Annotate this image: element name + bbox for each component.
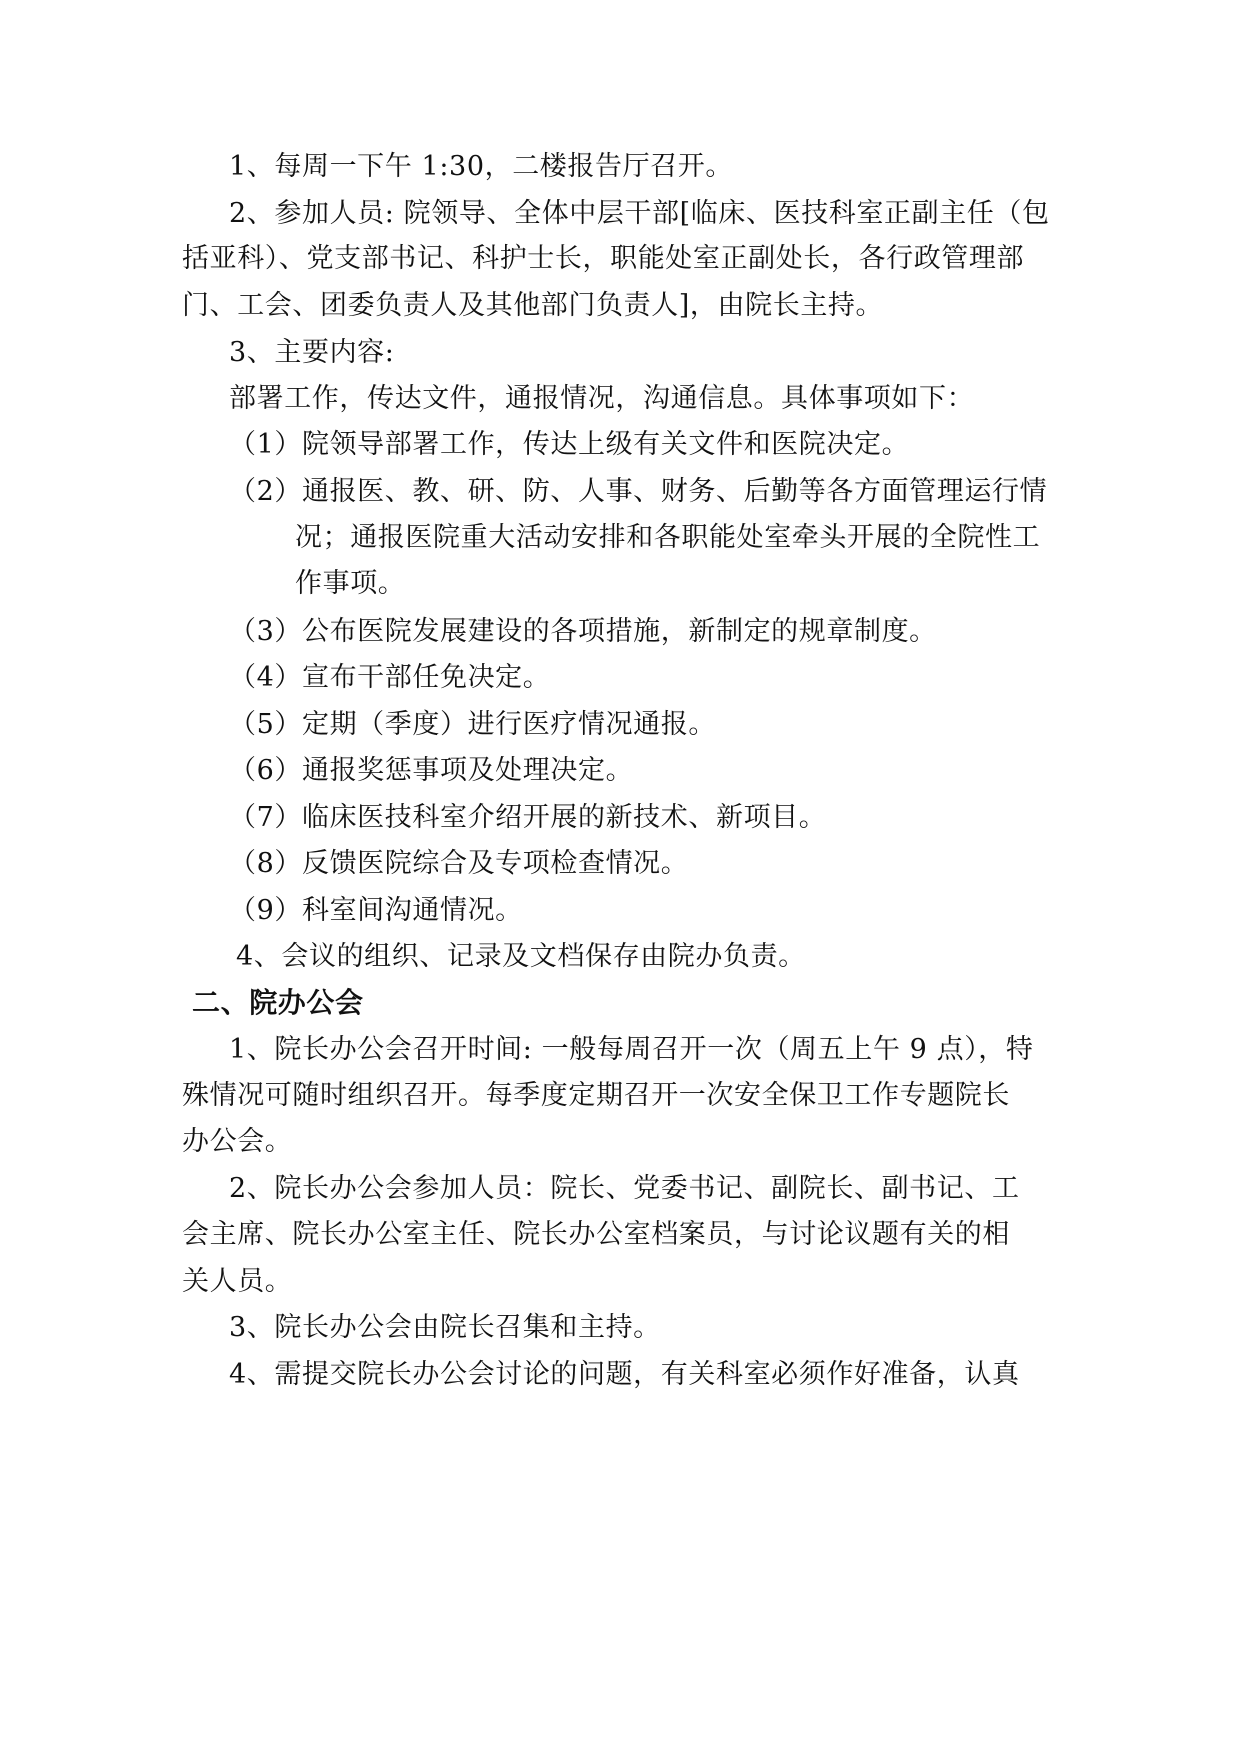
meeting-time: 1、每周一下午 1:30，二楼报告厅召开。 xyxy=(229,151,733,182)
subitem-8: （8）反馈医院综合及专项检查情况。 xyxy=(229,848,689,879)
subitem-6: （6）通报奖惩事项及处理决定。 xyxy=(229,755,634,786)
subitem-2-line-2: 况；通报医院重大活动安排和各职能处室牵头开展的全院性工 xyxy=(295,522,1041,553)
attendees-line-1: 2、参加人员: 院领导、全体中层干部[临床、医技科室正副主任（包 xyxy=(229,198,1050,229)
attendees-line-2: 括亚科）、党支部书记、科护士长，职能处室正副处长，各行政管理部 xyxy=(182,243,1025,274)
section-heading-office-meeting: 二、院办公会 xyxy=(192,986,364,1019)
subitem-4: （4）宣布干部任免决定。 xyxy=(229,662,551,693)
office-meeting-time-line-2: 殊情况可随时组织召开。每季度定期召开一次安全保卫工作专题院长 xyxy=(182,1080,1010,1111)
subitem-2: （2）通报医、教、研、防、人事、财务、后勤等各方面管理运行情 xyxy=(229,476,1048,507)
office-meeting-attendees-line-1: 2、院长办公会参加人员：院长、党委书记、副院长、副书记、工 xyxy=(229,1173,1020,1204)
subitem-1: （1）院领导部署工作，传达上级有关文件和医院决定。 xyxy=(229,429,910,460)
office-meeting-time-line-3: 办公会。 xyxy=(182,1126,293,1157)
main-content-title: 3、主要内容: xyxy=(229,337,395,368)
attendees-line-3: 门、工会、团委负责人及其他部门负责人]，由院长主持。 xyxy=(182,290,884,321)
subitem-9: （9）科室间沟通情况。 xyxy=(229,895,523,926)
office-meeting-attendees-line-3: 关人员。 xyxy=(182,1266,293,1297)
records-responsibility: 4、会议的组织、记录及文档保存由院办负责。 xyxy=(236,941,806,972)
subitem-7: （7）临床医技科室介绍开展的新技术、新项目。 xyxy=(229,802,827,833)
subitem-5: （5）定期（季度）进行医疗情况通报。 xyxy=(229,709,716,740)
subitem-3: （3）公布医院发展建设的各项措施，新制定的规章制度。 xyxy=(229,616,937,647)
office-meeting-chair: 3、院长办公会由院长召集和主持。 xyxy=(229,1312,661,1343)
main-content-intro: 部署工作，传达文件，通报情况，沟通信息。具体事项如下： xyxy=(229,383,975,414)
office-meeting-preparation: 4、需提交院长办公会讨论的问题，有关科室必须作好准备，认真 xyxy=(229,1359,1020,1390)
office-meeting-attendees-line-2: 会主席、院长办公室主任、院长办公室档案员，与讨论议题有关的相 xyxy=(182,1219,1010,1250)
office-meeting-time-line-1: 1、院长办公会召开时间: 一般每周召开一次（周五上午 9 点），特 xyxy=(229,1034,1034,1065)
subitem-2-line-3: 作事项。 xyxy=(295,568,406,599)
